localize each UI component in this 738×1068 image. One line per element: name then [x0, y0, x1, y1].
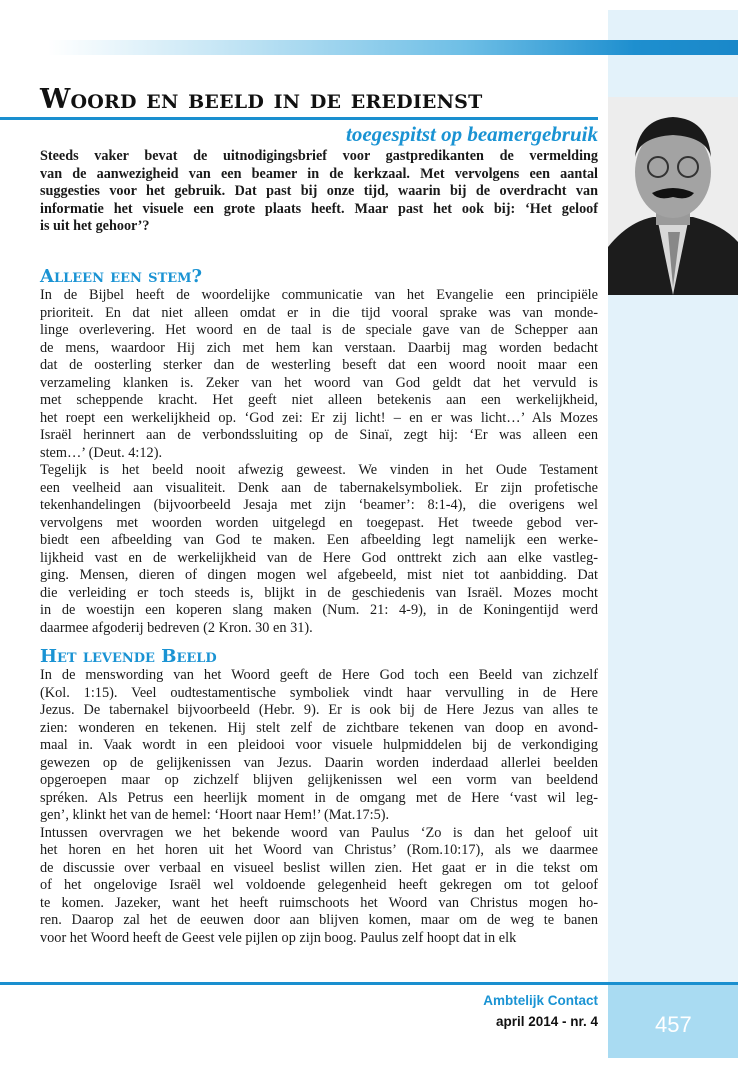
- text-line: gewezen op de gelijkenissen van Jezus. Daarin worden inderdaad allerlei beelden: [40, 754, 598, 771]
- text-line: vervolgens met woorden worden uitgelegd en toegepast. Het tweede gebod ver-: [40, 514, 598, 531]
- text-line: de mens, waardoor Hij zich met hem kan verstaan. Daarbij mag worden bedacht: [40, 339, 598, 356]
- text-line: of het ongelovige Israël wel voldoende gelegenheid heeft gekregen om tot geloof: [40, 877, 598, 893]
- text-line: Tegelijk is het beeld nooit afwezig geweest. We vinden in het Oude Testament: [40, 462, 598, 478]
- text-line: maal in. Vaak wordt in een pleidooi voor visuele hulpmiddelen bij de verkondiging: [40, 737, 598, 753]
- article-body: [40, 257, 598, 947]
- text-line: Jezus. De tabernakel bijvoorbeeld (Hebr. 9). Er is ook bij de Here Jezus van alles te: [40, 702, 598, 718]
- text-line: voor het Woord heeft de Geest vele pijlen op zijn boog. Paulus zelf hoopt dat in elk: [40, 929, 517, 946]
- text-line: zien: wonderen en tekenen. Hij stelt zelf de zichtbare tekenen van doop en avond-: [40, 719, 598, 736]
- paragraph: [40, 287, 598, 462]
- section-heading: Alleen een stem?: [40, 266, 203, 287]
- article-subtitle: toegespitst op beamergebruik: [346, 122, 598, 146]
- author-photo: [608, 97, 738, 295]
- text-line: In de menswording van het Woord geeft de Here God toch een Beeld van zichzelf: [40, 667, 598, 683]
- text-line: Steeds vaker bevat de uitnodigingsbrief voor gastpredikanten de vermelding: [40, 148, 598, 164]
- text-line: is uit het gehoor’?: [40, 218, 150, 235]
- text-line: linge overlevering. Het woord en de taal is de speciale gave van de Schepper aan: [40, 322, 598, 338]
- text-line: dat de oosterling sterker dan de westerling beseft dat een woord nooit maar een: [40, 357, 598, 373]
- paragraph: [40, 825, 598, 948]
- text-line: van de aanwezigheid van een beamer in de kerkzaal. Met vervolgens een aantal: [40, 165, 598, 182]
- text-line: gen’, klinkt het van de hemel: ‘Hoort naar Hem!’ (Mat.17:5).: [40, 807, 390, 823]
- footer-rule: [0, 982, 738, 985]
- text-line: met scheppende kracht. Het geeft niet alleen betekenis aan een werkelijkheid,: [40, 392, 598, 408]
- text-line: verzameling klanken is. Zeker van het woord van God geldt dat het vervuld is: [40, 374, 598, 391]
- text-line: ging. Mensen, dieren of dingen mogen wel afgebeeld, mist niet tot aanbidding. Dat: [40, 567, 598, 583]
- text-line: stem…’ (Deut. 4:12).: [40, 444, 163, 461]
- text-line: lijkheid vast en de werkelijkheid van de Here God onttrekt zich aan elke vastleg-: [40, 549, 598, 566]
- issue-info: april 2014 - nr. 4: [495, 1014, 598, 1029]
- text-line: tekenhandelingen (bijvoorbeeld Jesaja met zijn ‘beamer’: 8:1-4), die overigens wel: [40, 497, 598, 513]
- lead-paragraph: [40, 148, 598, 236]
- article-title: Woord en beeld in de eredienst: [40, 84, 483, 115]
- paragraph: [40, 462, 598, 637]
- text-line: informatie het visuele een grote plaats heeft. Maar past het ook bij: ‘Het geloof: [40, 200, 598, 217]
- text-line: biedt een afbeelding van God te maken. Een afbeelding legt namelijk een werke-: [40, 532, 598, 548]
- text-line: prioriteit. En dat niet alleen omdat er in die tijd vooral sprake was van monde-: [40, 304, 598, 321]
- magazine-name: Ambtelijk Contact: [483, 993, 598, 1008]
- text-line: het horen en het horen uit het Woord van Christus’ (Rom.10:17), als we daarmee: [40, 842, 598, 858]
- text-line: (Kol. 1:15). Veel oudtestamentische symboliek vindt haar vervulling in de Here: [40, 684, 598, 701]
- text-line: daarmee afgoderij bedreven (2 Kron. 30 en 31).: [40, 619, 313, 636]
- text-line: in de woestijn een koperen slang maken (Num. 21: 4-9), in de Koningentijd werd: [40, 602, 598, 618]
- page-number: 457: [655, 1012, 692, 1037]
- header-gradient-bar: [48, 40, 738, 55]
- text-line: ren. Daarop zal het de eeuwen door aan blijven komen, maar om de weg te banen: [40, 912, 598, 928]
- text-line: suggesties voor het gebruik. Dat past bij onze tijd, waarin bij de overdracht van: [40, 183, 598, 200]
- title-rule: [0, 117, 598, 120]
- section-heading: Het levende Beeld: [40, 646, 217, 667]
- text-line: de discussie over verbaal en visueel beslist willen zien. Het gaat er in die tekst om: [40, 859, 598, 876]
- text-line: het roept een werkelijkheid op. ‘God zei: Er zij licht! – en er was licht…’ Als Mozes: [40, 409, 598, 426]
- text-line: spréken. Als Petrus een heerlijk moment in de omgang met de Here ‘vast wil leg-: [40, 789, 598, 806]
- text-line: Intussen overvragen we het bekende woord van Paulus ‘Zo is dan het geloof uit: [40, 824, 598, 841]
- paragraph: [40, 667, 598, 825]
- text-line: Israël herinnert aan de verbondssluiting op de Sinaï, zegt hij: ‘Er was alleen een: [40, 427, 598, 443]
- text-line: te komen. Jazeker, want het heeft ruimschoots het Woord van Christus mogen ho-: [40, 894, 598, 911]
- text-line: een veelheid aan visualiteit. Denk aan de tabernakelsymboliek. Er zijn profetische: [40, 479, 598, 496]
- text-line: opgeroepen maar op zichzelf blijven gelijkenissen wel een vorm van beeldend: [40, 772, 598, 788]
- text-line: die verleiding er toch steeds is, blijkt in de geschiedenis van Israël. Mozes mocht: [40, 584, 598, 601]
- text-line: In de Bijbel heeft de woordelijke communicatie van het Evangelie een principiële: [40, 287, 598, 303]
